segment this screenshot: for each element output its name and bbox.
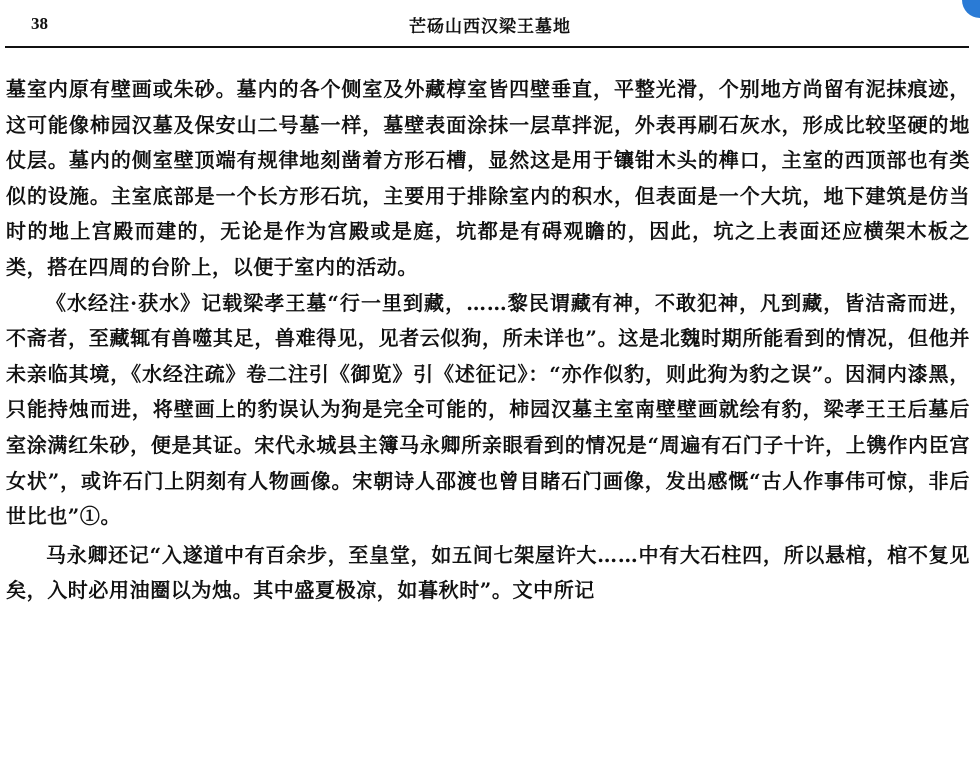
book-title: 芒砀山西汉梁王墓地 xyxy=(409,17,571,37)
paragraph-3: 马永卿还记“入遂道中有百余步，至皇堂，如五间七架屋许大……中有大石柱四，所以悬棺，棺不复见矣，入时必用油圈以为烛。其中盛夏极凉，如暮秋时”。文中所记 xyxy=(6,542,970,603)
header-rule xyxy=(5,46,969,48)
paragraph-1: 墓室内原有壁画或朱砂。墓内的各个侧室及外藏椁室皆四壁垂直，平整光滑，个别地方尚留有泥抹痕迹，这可能像柿园汉墓及保安山二号墓一样，墓壁表面涂抹一层草拌泥，外表再刷石灰水，形成比较坚硬的地仗层。墓内的侧室壁顶端有规律地刻凿着方形石槽，显然这是用于镶钳木头的榫口，主室的西顶部也有类似的设施。主室底部是一个长方形石坑，主要用于排除室内的积水，但表面是一个大坑，地下建筑是仿当时的地上宫殿而建的，无论是作为宫殿或是庭，坑都是有碍观瞻的，因此，坑之上表面还应横架木板之类，搭在四周的台阶上，以便于室内的活动。 xyxy=(6,77,970,279)
page-number: 38 xyxy=(31,14,48,33)
running-header xyxy=(0,0,980,46)
body-text xyxy=(6,72,970,609)
paragraph-2: 《水经注·获水》记载梁孝王墓“行一里到藏，……黎民谓藏有神，不敢犯神，凡到藏，皆洁斋而进，不斋者，至藏辄有兽噬其足，兽难得见，见者云似狗，所未详也”。这是北魏时期所能看到的情况，但他并未亲临其境，《水经注疏》卷二注引《御览》引《述征记》：“亦作似豹，则此狗为豹之误”。因洞内漆黑，只能持烛而进，将壁画上的豹误认为狗是完全可能的，柿园汉墓主室南壁壁画就绘有豹，梁孝王王后墓后室涂满红朱砂，便是其证。宋代永城县主簿马永卿所亲眼看到的情况是“周遍有石门子十许，上镌作内臣宫女状”，或许石门上阴刻有人物画像。宋朝诗人邵渡也曾目睹石门画像，发出感慨“古人作事伟可惊，非后世比也”①。 xyxy=(6,290,970,529)
